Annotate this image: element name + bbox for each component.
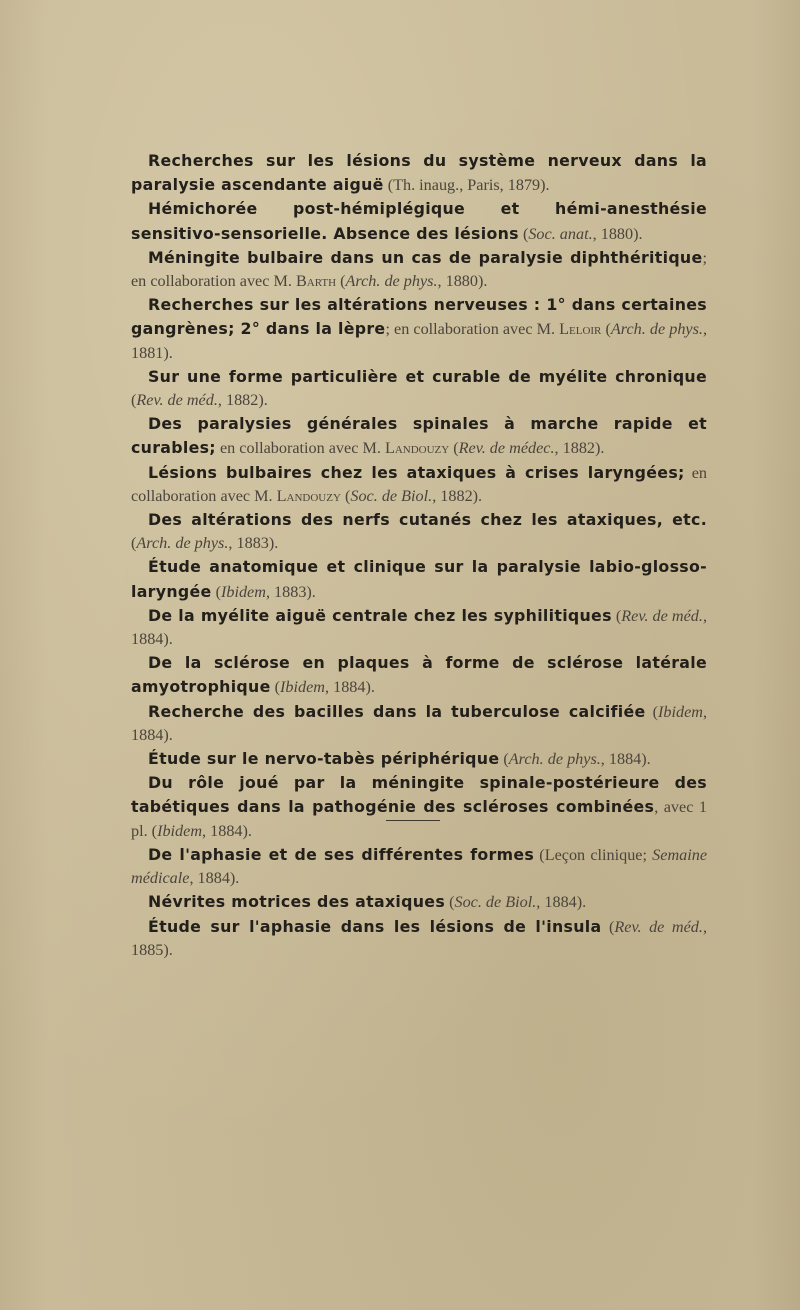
journal-name: Arch. de phys. <box>610 320 703 339</box>
entry-reference: (Arch. de phys., 1884). <box>499 750 651 769</box>
entry-reference: (Rev. de méd., 1885). <box>131 917 707 959</box>
entry-reference: (Soc. de Biol., 1884). <box>445 893 587 912</box>
bibliography-entry <box>131 293 707 365</box>
collaborator-name: Leloir <box>559 320 602 339</box>
bibliography-entry <box>131 604 707 651</box>
entry-reference: ; en collaboration avec M. Barth (Arch. de phys., 1880). <box>131 248 707 291</box>
collaborator-name: Landouzy <box>384 439 450 458</box>
bibliography-entry <box>131 461 707 508</box>
journal-name: Rev. de méd. <box>136 391 218 410</box>
entry-title: Étude anatomique et clinique sur la paralysie labio-glosso-laryngée <box>131 557 707 601</box>
bibliography-entry <box>131 915 707 962</box>
entry-title: Lésions bulbaires chez les ataxiques à crises laryngées; <box>148 462 685 482</box>
entry-title: Étude sur l'aphasie dans les lésions de l'insula <box>148 916 602 936</box>
bibliography-entry <box>131 555 707 603</box>
entry-reference: , avec 1 pl. (Ibidem, 1884). <box>131 798 707 840</box>
bibliography-entry <box>131 700 707 747</box>
entry-reference: (Ibidem, 1884). <box>270 678 375 697</box>
entry-reference: (Rev. de méd., 1882). <box>131 391 268 410</box>
bibliography-entry <box>131 365 707 412</box>
entry-reference: (Ibidem, 1884). <box>131 702 707 744</box>
bibliography-list <box>131 149 707 962</box>
bibliography-entry <box>131 412 707 460</box>
journal-name: Ibidem <box>220 582 266 601</box>
bibliography-entry <box>131 246 707 293</box>
entry-reference: (Ibidem, 1883). <box>211 582 316 601</box>
bibliography-entry <box>131 771 707 843</box>
journal-name: Rev. de méd. <box>614 917 703 936</box>
entry-title: Étude sur le nervo-tabès périphérique <box>148 749 500 769</box>
entry-reference: en collaboration avec M. Landouzy (Soc. de Biol., 1882). <box>131 463 707 505</box>
journal-name: Arch. de phys. <box>508 750 601 769</box>
journal-name: Ibidem <box>280 678 325 697</box>
entry-reference: (Th. inaug., Paris, 1879). <box>383 176 550 195</box>
entry-title: Du rôle joué par la méningite spinale-postérieure des tabétiques dans la pathogénie des scléroses combinées <box>131 773 707 817</box>
entry-title: Névrites motrices des ataxiques <box>148 892 446 912</box>
bibliography-entry <box>131 747 707 771</box>
entry-title: Des altérations des nerfs cutanés chez les ataxiques, etc. <box>148 510 707 530</box>
entry-title: Des paralysies générales spinales à marche rapide et curables; <box>131 414 707 458</box>
journal-name: Arch. de phys. <box>345 272 438 291</box>
bibliography-entry <box>131 197 707 245</box>
end-divider-rule <box>386 820 440 821</box>
journal-name: Soc. de Biol. <box>350 486 433 505</box>
entry-title: Recherche des bacilles dans la tuberculose calcifiée <box>148 701 646 721</box>
journal-name: Soc. anat. <box>528 224 593 243</box>
collaborator-name: Barth <box>295 272 337 291</box>
journal-name: Ibidem <box>658 702 703 721</box>
entry-reference: (Soc. anat., 1880). <box>518 224 643 243</box>
entry-reference: en collaboration avec M. Landouzy (Rev. de médec., 1882). <box>215 439 605 458</box>
journal-name: Rev. de méd. <box>621 606 703 625</box>
bibliography-entry <box>131 508 707 555</box>
journal-name: Semaine médicale <box>131 845 708 888</box>
journal-name: Soc. de Biol. <box>454 893 537 912</box>
entry-title: Recherches sur les lésions du système nerveux dans la paralysie ascendante aiguë <box>131 151 707 195</box>
entry-title: Recherches sur les altérations nerveuses : 1° dans certaines gangrènes; 2° dans la lèpre <box>131 295 707 339</box>
entry-title: Méningite bulbaire dans un cas de paralysie diphthéritique <box>148 247 703 267</box>
bibliography-entry <box>131 651 707 699</box>
entry-title: Sur une forme particulière et curable de myélite chronique <box>148 366 707 386</box>
journal-name: Arch. de phys. <box>136 534 229 553</box>
entry-title: De la sclérose en plaques à forme de sclérose latérale amyotrophique <box>131 653 707 697</box>
journal-name: Rev. de médec. <box>458 439 555 458</box>
entry-title: Hémichorée post-hémiplégique et hémi-anesthésie sensitivo-sensorielle. Absence des lésions <box>131 199 707 243</box>
bibliography-entry <box>131 890 707 914</box>
entry-reference: (Rev. de méd., 1884). <box>131 606 707 649</box>
entry-reference: (Leçon clinique; Semaine médicale, 1884). <box>131 845 708 888</box>
journal-name: Ibidem <box>157 821 203 840</box>
entry-reference: (Arch. de phys., 1883). <box>131 534 279 553</box>
collaborator-name: Landouzy <box>276 486 341 505</box>
bibliography-entry <box>131 149 707 197</box>
entry-title: De la myélite aiguë centrale chez les syphilitiques <box>148 605 612 625</box>
entry-title: De l'aphasie et de ses différentes formes <box>148 844 535 864</box>
bibliography-entry <box>131 843 707 890</box>
entry-reference: ; en collaboration avec M. Leloir (Arch. de phys., 1881). <box>131 320 707 362</box>
